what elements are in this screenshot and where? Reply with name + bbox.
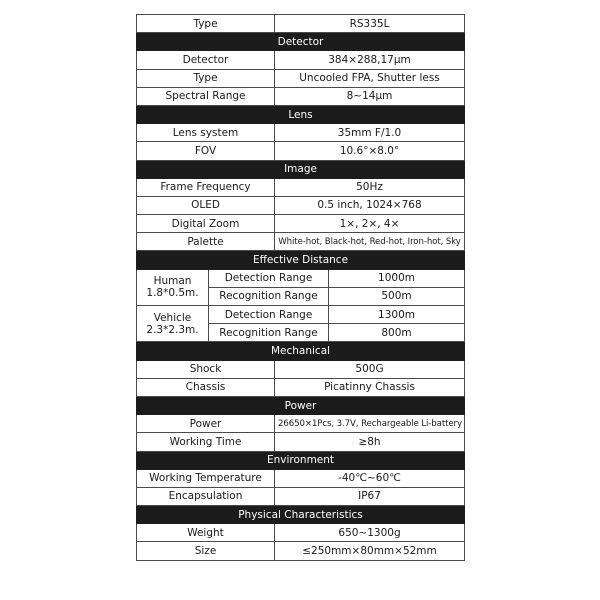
table-row — [137, 69, 465, 87]
human-target-cell — [137, 269, 209, 305]
row-value: 1300m — [329, 306, 465, 324]
section-header-mechanical — [137, 342, 465, 360]
section-title: Environment — [137, 451, 465, 469]
row-label: Detector — [137, 51, 275, 69]
type-label: Type — [137, 15, 275, 33]
row-value: Picatinny Chassis — [275, 378, 465, 396]
row-value: White-hot, Black-hot, Red-hot, Iron-hot, Sky — [275, 233, 465, 251]
row-label: Lens system — [137, 124, 275, 142]
section-title: Lens — [137, 105, 465, 123]
row-label: Spectral Range — [137, 87, 275, 105]
target-name: Human — [153, 275, 192, 288]
row-label: Encapsulation — [137, 487, 275, 505]
table-row — [137, 433, 465, 451]
section-header-distance — [137, 251, 465, 269]
row-label: Recognition Range — [209, 287, 329, 305]
row-value: 1×, 2×, 4× — [275, 215, 465, 233]
section-title: Physical Characteristics — [137, 506, 465, 524]
row-label: Detection Range — [209, 269, 329, 287]
table-row — [137, 51, 465, 69]
section-header-power — [137, 396, 465, 414]
section-title: Detector — [137, 33, 465, 51]
row-value: 50Hz — [275, 178, 465, 196]
spec-table — [136, 14, 465, 561]
row-label: Type — [137, 69, 275, 87]
row-label: Power — [137, 415, 275, 433]
table-row — [137, 415, 465, 433]
section-title: Effective Distance — [137, 251, 465, 269]
table-row — [137, 378, 465, 396]
row-value: 26650×1Pcs, 3.7V, Rechargeable Li-battery — [275, 415, 465, 433]
table-row — [137, 306, 465, 324]
row-value: 10.6°×8.0° — [275, 142, 465, 160]
table-row — [137, 196, 465, 214]
section-header-image — [137, 160, 465, 178]
table-row — [137, 124, 465, 142]
row-label: Frame Frequency — [137, 178, 275, 196]
section-title: Power — [137, 396, 465, 414]
row-value: 500G — [275, 360, 465, 378]
table-row — [137, 542, 465, 560]
row-value: ≤250mm×80mm×52mm — [275, 542, 465, 560]
row-value: 500m — [329, 287, 465, 305]
table-row — [137, 469, 465, 487]
target-name: Vehicle — [153, 311, 192, 324]
table-row — [137, 15, 465, 33]
section-header-detector — [137, 33, 465, 51]
row-label: Recognition Range — [209, 324, 329, 342]
row-label: Chassis — [137, 378, 275, 396]
table-row — [137, 487, 465, 505]
table-row — [137, 233, 465, 251]
row-value: Uncooled FPA, Shutter less — [275, 69, 465, 87]
row-label: OLED — [137, 196, 275, 214]
row-label: FOV — [137, 142, 275, 160]
row-label: Detection Range — [209, 306, 329, 324]
table-row — [137, 142, 465, 160]
table-row — [137, 524, 465, 542]
row-value: IP67 — [275, 487, 465, 505]
row-value: ≥8h — [275, 433, 465, 451]
section-title: Image — [137, 160, 465, 178]
target-size: 2.3*2.3m. — [146, 323, 199, 336]
table-row — [137, 269, 465, 287]
row-label: Size — [137, 542, 275, 560]
table-row — [137, 360, 465, 378]
vehicle-target-cell — [137, 306, 209, 342]
model-value: RS335L — [275, 15, 465, 33]
row-label: Shock — [137, 360, 275, 378]
row-label: Palette — [137, 233, 275, 251]
target-size: 1.8*0.5m. — [146, 287, 199, 300]
row-label: Digital Zoom — [137, 215, 275, 233]
row-value: 384×288,17μm — [275, 51, 465, 69]
row-value: 800m — [329, 324, 465, 342]
row-value: 650~1300g — [275, 524, 465, 542]
row-value: 1000m — [329, 269, 465, 287]
table-row — [137, 178, 465, 196]
row-value: -40℃~60℃ — [275, 469, 465, 487]
row-label: Working Temperature — [137, 469, 275, 487]
section-header-environment — [137, 451, 465, 469]
row-label: Weight — [137, 524, 275, 542]
row-label: Working Time — [137, 433, 275, 451]
row-value: 35mm F/1.0 — [275, 124, 465, 142]
table-row — [137, 87, 465, 105]
section-header-lens — [137, 105, 465, 123]
section-title: Mechanical — [137, 342, 465, 360]
row-value: 8~14μm — [275, 87, 465, 105]
section-header-physical — [137, 506, 465, 524]
row-value: 0.5 inch, 1024×768 — [275, 196, 465, 214]
table-row — [137, 215, 465, 233]
